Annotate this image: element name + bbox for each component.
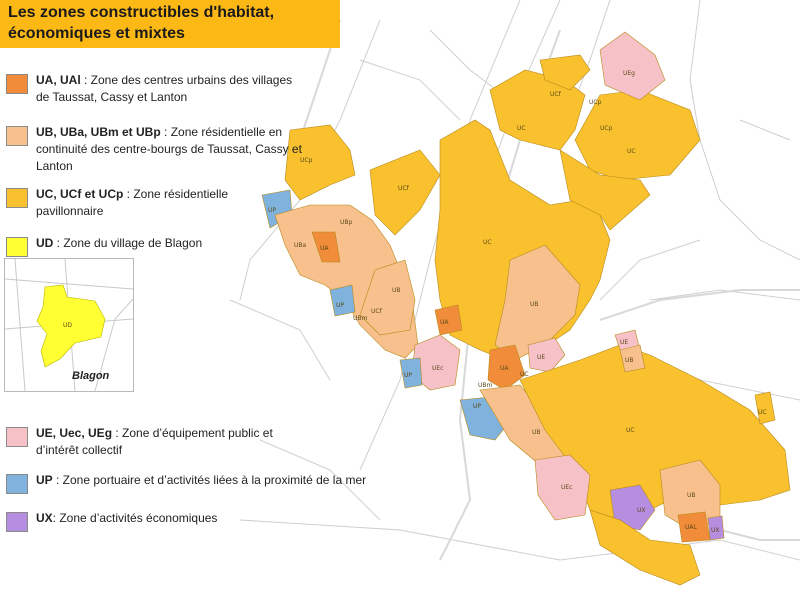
title-line-1: Les zones constructibles d'habitat,: [8, 4, 275, 21]
label-up-mid: UP: [336, 302, 345, 309]
blagon-inset: [4, 258, 134, 392]
legend-codes-ub: UB, UBa, UBm et UBp: [36, 125, 161, 139]
label-uc-east: UC: [758, 409, 767, 416]
label-ub-mid: UB: [392, 287, 401, 294]
label-ucp-top: UCp: [589, 99, 602, 106]
swatch-ub: [6, 126, 28, 146]
legend-codes-ud: UD: [36, 236, 54, 250]
zone-up-mid: [330, 285, 355, 316]
legend-codes-uc: UC, UCf et UCp: [36, 187, 124, 201]
legend-codes-ue: UE, Uec, UEg: [36, 426, 113, 440]
label-ucf-top: UCf: [550, 91, 561, 98]
legend-codes-ux: UX: [36, 511, 53, 525]
label-ueg-top: UEg: [623, 70, 635, 77]
label-ub-se: UB: [687, 492, 696, 499]
label-ue-center: UE: [537, 354, 546, 361]
legend-desc-uc: : Zone résidentielle pavillonnaire: [36, 187, 229, 218]
label-ucf-mid: UCf: [398, 185, 409, 192]
label-up-left: UP: [268, 207, 277, 214]
inset-map: [5, 259, 133, 391]
label-uc-lower: UC: [626, 427, 635, 434]
inset-label: Blagon: [72, 370, 110, 382]
legend-desc-ud: : Zone du village de Blagon: [53, 236, 203, 250]
label-ua-center2: UA: [500, 365, 509, 372]
label-ub-center: UB: [530, 301, 539, 308]
label-up-bottom: UP: [473, 403, 482, 410]
map-title: [0, 0, 340, 48]
label-up-low: UP: [404, 372, 413, 379]
label-ua-left: UA: [320, 245, 329, 252]
legend-codes-up: UP: [36, 473, 53, 487]
label-ucp-mid: UCp: [600, 125, 613, 132]
label-ubm2: UBm: [478, 382, 493, 389]
swatch-ux: [6, 512, 28, 532]
label-ux1: UX: [637, 507, 646, 514]
label-ue-lower: UEc: [561, 484, 573, 491]
swatch-ue: [6, 427, 28, 447]
label-ub-right: UB: [625, 357, 634, 364]
title-line-2: économiques et mixtes: [8, 25, 185, 42]
zone-ucf-mid: [370, 150, 440, 235]
label-uba: UBa: [294, 242, 307, 249]
label-ua-center: UA: [440, 319, 449, 326]
label-uc-top: UC: [517, 125, 526, 132]
swatch-ud: [6, 237, 28, 257]
label-ucf-small: UCf: [371, 308, 382, 315]
label-ue-right: UE: [620, 339, 629, 346]
label-ubm: UBm: [353, 315, 368, 322]
label-ucp-left: UCp: [300, 157, 313, 164]
legend-desc-ua: : Zone des centres urbains des villages de Taussat, Cassy et Lanton: [36, 73, 293, 104]
legend-codes-ua: UA, UAl: [36, 73, 81, 87]
swatch-ua: [6, 74, 28, 94]
label-ual: UAL: [685, 524, 697, 531]
label-ux2: UX: [711, 527, 720, 534]
inset-ud-label: UD: [63, 322, 73, 329]
label-uc-center: UC: [483, 239, 492, 246]
label-uc-top2: UC: [627, 148, 636, 155]
legend-desc-ub: : Zone résidentielle en continuité des centre-bourgs de Taussat, Cassy et Lanton: [36, 125, 302, 173]
label-uec: UEc: [432, 365, 444, 372]
legend-desc-ux: : Zone d’activités économiques: [52, 511, 218, 525]
label-ubp: UBp: [340, 219, 353, 226]
swatch-uc: [6, 188, 28, 208]
swatch-up: [6, 474, 28, 494]
label-ub-lower: UB: [532, 429, 541, 436]
zone-ueg-top: [600, 32, 665, 100]
legend-desc-ue: : Zone d’équipement public et d’intérêt collectif: [36, 426, 273, 457]
legend-desc-up: : Zone portuaire et d’activités liées à la proximité de la mer: [52, 473, 367, 487]
label-uc-center2: UC: [520, 371, 529, 378]
